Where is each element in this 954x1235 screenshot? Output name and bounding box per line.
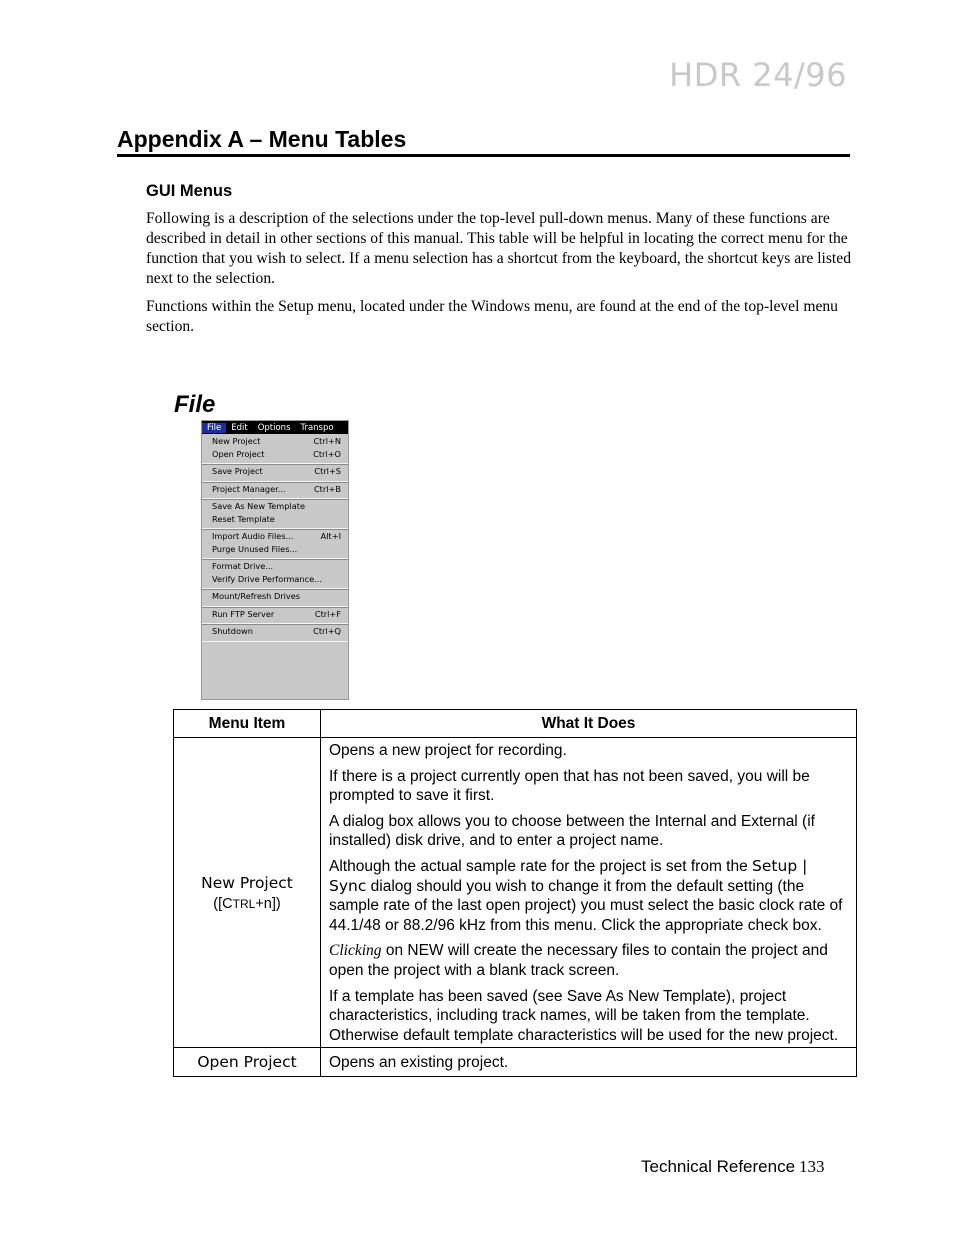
menu-table bbox=[173, 709, 857, 1077]
menu-option-shortcut: Ctrl+Q bbox=[313, 626, 341, 636]
desc-paragraph: Although the actual sample rate for the project is set from the Setup | Sync dialog should you wish to change it from the default setting (the sample rate of the last open project) you must select the basic clock rate of 44.1/48 or 88.2/96 kHz from this menu. Click the appropriate check box. bbox=[329, 856, 843, 934]
menu-option bbox=[202, 608, 348, 621]
menu-option-label: Project Manager... bbox=[212, 483, 286, 494]
shortcut-new-project: ([CTRL+n]) bbox=[213, 895, 281, 912]
page-footer bbox=[641, 1157, 825, 1177]
table-row bbox=[174, 1048, 857, 1077]
desc-paragraph: A dialog box allows you to choose between the Internal and External (if installed) disk drive, and to enter a project name. bbox=[329, 812, 815, 850]
menu-option-label: Reset Template bbox=[212, 513, 275, 524]
menu-option bbox=[202, 500, 348, 513]
item-open-project: Open Project bbox=[174, 1048, 321, 1077]
menu-option bbox=[202, 448, 348, 461]
menu-option-label: Open Project bbox=[212, 448, 265, 459]
intro-paragraph: Following is a description of the selections under the top-level pull-down menus. Many of these functions are described in detail in other sections of this manual. This table will be helpful in locating the correct menu for the function that you wish to select. If a menu selection has a shortcut from the keyboard, the shortcut keys are listed next to the selection. bbox=[146, 210, 851, 287]
menu-group bbox=[202, 559, 348, 589]
menu-option bbox=[202, 560, 348, 573]
menubar-transport: Transpo bbox=[300, 422, 334, 433]
menubar-file: File bbox=[202, 423, 226, 433]
item-new-project: New Project bbox=[201, 873, 293, 892]
header-what-it-does: What It Does bbox=[321, 710, 857, 738]
desc-paragraph: Clicking on NEW will create the necessary files to contain the project and open the project with a blank track screen. bbox=[329, 942, 828, 979]
menu-group bbox=[202, 607, 348, 625]
page-title: Appendix A – Menu Tables bbox=[117, 124, 850, 157]
menu-option bbox=[202, 543, 348, 556]
menu-option bbox=[202, 573, 348, 586]
menu-option bbox=[202, 530, 348, 543]
file-menu-screenshot bbox=[201, 420, 349, 700]
menu-option bbox=[202, 435, 348, 448]
menu-option bbox=[202, 590, 348, 603]
setup-sync-code: Setup | Sync bbox=[329, 856, 808, 895]
footer-label: Technical Reference bbox=[641, 1157, 796, 1176]
menu-option bbox=[202, 465, 348, 478]
desc-paragraph: If a template has been saved (see Save As New Template), project characteristics, including track names, will be taken from the template. Otherwise default template characteristics will be used for the new project. bbox=[329, 987, 839, 1044]
menu-option-label: Format Drive... bbox=[212, 561, 274, 571]
menu-option-shortcut: Ctrl+S bbox=[314, 466, 341, 476]
menu-option-label: Save As New Template bbox=[212, 501, 305, 511]
menu-group bbox=[202, 464, 348, 482]
menu-option-label: New Project bbox=[212, 436, 261, 446]
menu-option-shortcut: Ctrl+N bbox=[313, 436, 341, 446]
menu-group bbox=[202, 589, 348, 607]
menu-option-shortcut: Ctrl+B bbox=[313, 483, 341, 494]
desc-open-project: Opens an existing project. bbox=[321, 1048, 857, 1077]
menu-group bbox=[202, 499, 348, 529]
menu-group bbox=[202, 482, 348, 500]
description-cell bbox=[321, 738, 857, 1048]
menu-option-label: Run FTP Server bbox=[212, 608, 275, 619]
menu-bar bbox=[202, 421, 348, 434]
menu-option-label: Purge Unused Files... bbox=[212, 543, 298, 554]
menu-option-label: Save Project bbox=[212, 466, 263, 476]
menu-option-shortcut: Alt+I bbox=[320, 531, 341, 541]
setup-note-paragraph: Functions within the Setup menu, located under the Windows menu, are found at the end of the top-level menu section. bbox=[146, 298, 838, 335]
menu-option-shortcut: Ctrl+F bbox=[314, 608, 341, 619]
menu-item-cell bbox=[174, 738, 321, 1048]
section-heading: GUI Menus bbox=[146, 182, 233, 200]
menu-group bbox=[202, 434, 348, 464]
menu-option bbox=[202, 483, 348, 496]
menu-group bbox=[202, 529, 348, 559]
menubar-edit: Edit bbox=[231, 422, 248, 433]
menu-option-label: Verify Drive Performance... bbox=[212, 573, 322, 584]
menu-option-label: Mount/Refresh Drives bbox=[212, 591, 301, 601]
desc-paragraph: If there is a project currently open that has not been saved, you will be prompted to save it first. bbox=[329, 767, 810, 805]
menu-option-label: Shutdown bbox=[212, 626, 253, 636]
menubar-options: Options bbox=[257, 422, 291, 433]
document-brand: HDR 24/96 bbox=[669, 56, 847, 94]
menu-option bbox=[202, 625, 348, 638]
file-menu-heading: File bbox=[174, 391, 216, 418]
header-menu-item: Menu Item bbox=[174, 710, 321, 738]
desc-paragraph: Opens a new project for recording. bbox=[329, 742, 567, 759]
menu-option bbox=[202, 513, 348, 526]
table-row bbox=[174, 738, 857, 1048]
menu-option-shortcut: Ctrl+O bbox=[313, 448, 341, 459]
menu-items bbox=[202, 434, 348, 642]
menu-group bbox=[202, 624, 348, 642]
menu-option-label: Import Audio Files... bbox=[212, 531, 294, 541]
page-number: 133 bbox=[799, 1157, 825, 1176]
